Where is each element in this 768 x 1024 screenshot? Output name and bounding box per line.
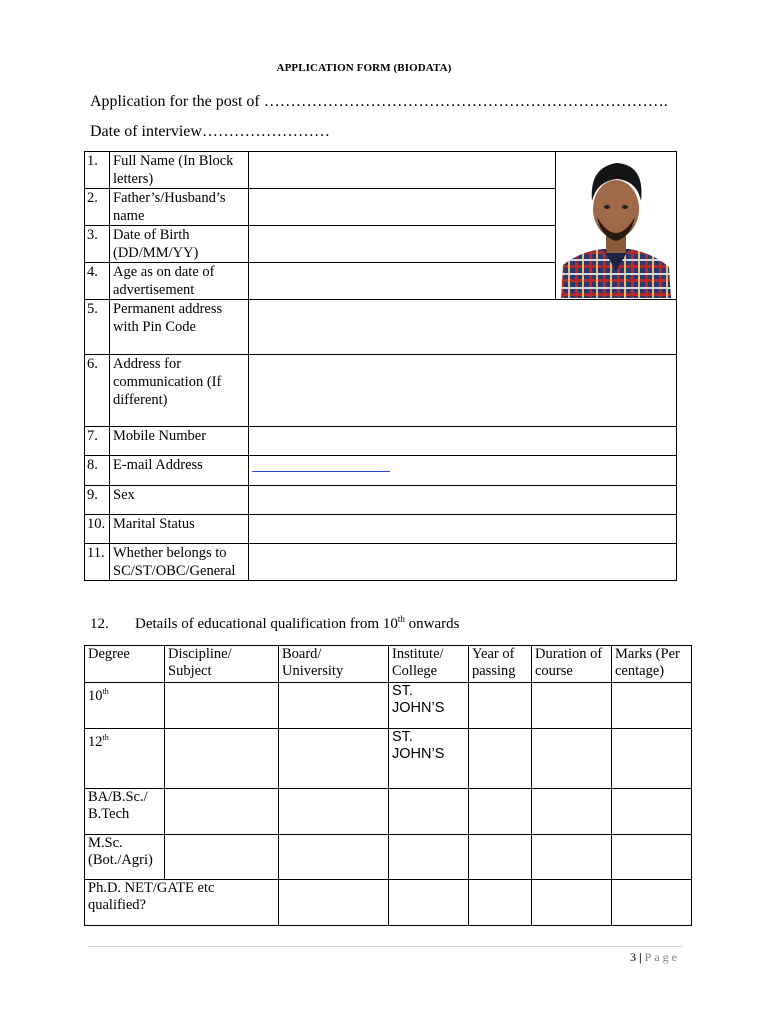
marks-cell[interactable] <box>612 880 692 926</box>
row-number: 6. <box>85 355 110 427</box>
duration-cell[interactable] <box>532 729 612 789</box>
date-of-birth-field[interactable] <box>249 226 556 263</box>
year-cell[interactable] <box>469 835 532 880</box>
section-12-heading <box>90 614 459 633</box>
discipline-cell[interactable] <box>165 789 279 835</box>
permanent-address-field[interactable] <box>249 300 677 355</box>
degree-cell: 12th <box>85 729 165 789</box>
field-label-full-name: Full Name (In Block letters) <box>110 152 249 189</box>
row-number: 10. <box>85 515 110 544</box>
form-title: APPLICATION FORM (BIODATA) <box>276 62 452 74</box>
institute-cell[interactable] <box>389 789 469 835</box>
field-label-mobile: Mobile Number <box>110 427 249 456</box>
degree-cell: 10th <box>85 683 165 729</box>
table-row <box>85 300 677 355</box>
year-cell[interactable] <box>469 683 532 729</box>
category-field[interactable] <box>249 544 677 581</box>
field-label-email: E-mail Address <box>110 456 249 486</box>
page-number: 3 | Page <box>630 950 680 964</box>
duration-cell[interactable] <box>532 880 612 926</box>
row-number: 2. <box>85 189 110 226</box>
duration-cell[interactable] <box>532 835 612 880</box>
personal-details-table <box>84 151 677 581</box>
section-number: 12. <box>90 616 109 632</box>
row-number: 3. <box>85 226 110 263</box>
field-label-marital-status: Marital Status <box>110 515 249 544</box>
table-row <box>85 152 677 189</box>
table-row <box>85 355 677 427</box>
table-row <box>85 427 677 456</box>
header-discipline: Discipline/ Subject <box>165 646 279 683</box>
marks-cell[interactable] <box>612 835 692 880</box>
header-degree: Degree <box>85 646 165 683</box>
communication-address-field[interactable] <box>249 355 677 427</box>
header-year: Year of passing <box>469 646 532 683</box>
header-institute: Institute/ College <box>389 646 469 683</box>
footer-divider <box>88 946 682 947</box>
section-text-end: onwards <box>404 616 460 632</box>
mobile-number-field[interactable] <box>249 427 677 456</box>
field-label-father-name: Father’s/Husband’s name <box>110 189 249 226</box>
degree-cell: Ph.D. NET/GATE etc qualified? <box>85 880 279 926</box>
board-cell[interactable] <box>279 683 389 729</box>
header-duration: Duration of course <box>532 646 612 683</box>
discipline-cell[interactable] <box>165 835 279 880</box>
marks-cell[interactable] <box>612 729 692 789</box>
marks-cell[interactable] <box>612 789 692 835</box>
degree-cell: M.Sc. (Bot./Agri) <box>85 835 165 880</box>
row-number: 1. <box>85 152 110 189</box>
duration-cell[interactable] <box>532 789 612 835</box>
field-label-communication-address: Address for communication (If different) <box>110 355 249 427</box>
institute-cell[interactable] <box>389 835 469 880</box>
table-row <box>85 486 677 515</box>
sex-field[interactable] <box>249 486 677 515</box>
age-field[interactable] <box>249 263 556 300</box>
row-number: 8. <box>85 456 110 486</box>
row-number: 5. <box>85 300 110 355</box>
table-row <box>85 729 692 789</box>
table-header-row <box>85 646 692 683</box>
field-label-category: Whether belongs to SC/ST/OBC/General <box>110 544 249 581</box>
email-field[interactable] <box>249 456 677 486</box>
degree-cell: BA/B.Sc./ B.Tech <box>85 789 165 835</box>
table-row <box>85 835 692 880</box>
field-label-age: Age as on date of advertisement <box>110 263 249 300</box>
duration-cell[interactable] <box>532 683 612 729</box>
header-board: Board/ University <box>279 646 389 683</box>
field-label-permanent-address: Permanent address with Pin Code <box>110 300 249 355</box>
row-number: 11. <box>85 544 110 581</box>
marital-status-field[interactable] <box>249 515 677 544</box>
discipline-cell[interactable] <box>165 729 279 789</box>
year-cell[interactable] <box>469 729 532 789</box>
photo-cell <box>556 152 677 300</box>
field-label-date-of-birth: Date of Birth (DD/MM/YY) <box>110 226 249 263</box>
interview-date-line: Date of interview…………………… <box>90 123 330 140</box>
section-text: Details of educational qualification from 10 <box>135 616 398 632</box>
board-cell[interactable] <box>279 835 389 880</box>
father-name-field[interactable] <box>249 189 556 226</box>
header-marks: Marks (Per centage) <box>612 646 692 683</box>
row-number: 4. <box>85 263 110 300</box>
full-name-field[interactable] <box>249 152 556 189</box>
applicant-photo <box>561 153 671 298</box>
table-row <box>85 515 677 544</box>
section-text-sup: th <box>397 614 405 624</box>
table-row <box>85 880 692 926</box>
table-row <box>85 456 677 486</box>
board-cell[interactable] <box>279 789 389 835</box>
row-number: 7. <box>85 427 110 456</box>
table-row <box>85 544 677 581</box>
year-cell[interactable] <box>469 880 532 926</box>
board-cell[interactable] <box>279 880 389 926</box>
table-row <box>85 683 692 729</box>
row-number: 9. <box>85 486 110 515</box>
year-cell[interactable] <box>469 789 532 835</box>
field-label-sex: Sex <box>110 486 249 515</box>
institute-cell[interactable] <box>389 880 469 926</box>
table-row <box>85 789 692 835</box>
email-link-underline[interactable] <box>252 470 390 472</box>
institute-cell[interactable]: ST. JOHN’S <box>389 683 469 729</box>
marks-cell[interactable] <box>612 683 692 729</box>
education-table <box>84 645 692 926</box>
board-cell[interactable] <box>279 729 389 789</box>
institute-cell[interactable]: ST. JOHN’S <box>389 729 469 789</box>
discipline-cell[interactable] <box>165 683 279 729</box>
post-applied-line: Application for the post of …………………………………………………………………. <box>90 93 668 110</box>
